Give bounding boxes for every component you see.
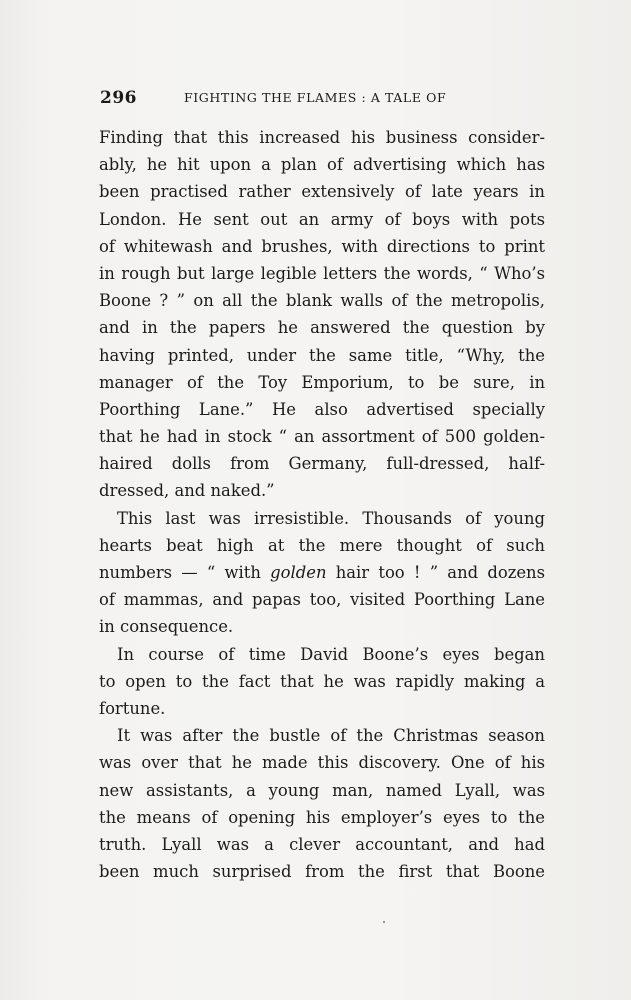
text-line: ably, he hit upon a plan of advertising which has	[99, 155, 545, 175]
text-line: This last was irresistible. Thousands of young	[117, 508, 545, 528]
text-run: hair too ! ” and dozens	[326, 563, 545, 582]
text-line: in rough but large legible letters the words, “ Who’s	[99, 263, 545, 283]
text-line: and in the papers he answered the question by	[99, 318, 545, 338]
text-line: having printed, under the same title, “Why, the	[99, 345, 545, 365]
text-line: Boone ? ” on all the blank walls of the metropolis,	[99, 291, 545, 311]
text-line: new assistants, a young man, named Lyall, was	[99, 780, 545, 800]
text-line: haired dolls from Germany, full-dressed, half-	[99, 454, 545, 474]
text-line: manager of the Toy Emporium, to be sure, in	[99, 372, 545, 392]
text-line: been much surprised from the first that Boone	[99, 862, 545, 882]
text-line: truth. Lyall was a clever accountant, and had	[99, 834, 545, 854]
text-line: Finding that this increased his business consider-	[99, 128, 545, 147]
text-line: In course of time David Boone’s eyes began	[117, 644, 545, 664]
text-run: numbers — “ with	[99, 563, 271, 582]
text-line: in consequence.	[99, 617, 234, 637]
text-line	[99, 559, 545, 586]
paper-speck	[383, 921, 385, 923]
text-line: was over that he made this discovery. One of his	[99, 753, 545, 773]
text-line: hearts beat high at the mere thought of such	[99, 535, 545, 555]
text-line: fortune.	[99, 698, 166, 718]
text-line: It was after the bustle of the Christmas season	[117, 726, 545, 746]
text-line: of mammas, and papas too, visited Poorthing Lane	[99, 590, 545, 610]
running-head	[100, 88, 550, 112]
emphasized-word: golden	[270, 563, 327, 582]
text-line: London. He sent out an army of boys with pots	[99, 209, 545, 229]
text-line: to open to the fact that he was rapidly making a	[99, 671, 545, 691]
running-title: FIGHTING THE FLAMES : A TALE OF	[184, 90, 447, 105]
body-text	[99, 124, 545, 885]
text-line: dressed, and naked.”	[99, 481, 275, 501]
text-line: that he had in stock “ an assortment of 500 golden-	[99, 427, 545, 447]
text-line: of whitewash and brushes, with directions to print	[99, 236, 545, 256]
text-line: been practised rather extensively of late years in	[99, 182, 545, 202]
page-number: 296	[100, 88, 137, 108]
text-line: the means of opening his employer’s eyes to the	[99, 807, 545, 827]
text-line: Poorthing Lane.” He also advertised specially	[99, 399, 545, 419]
